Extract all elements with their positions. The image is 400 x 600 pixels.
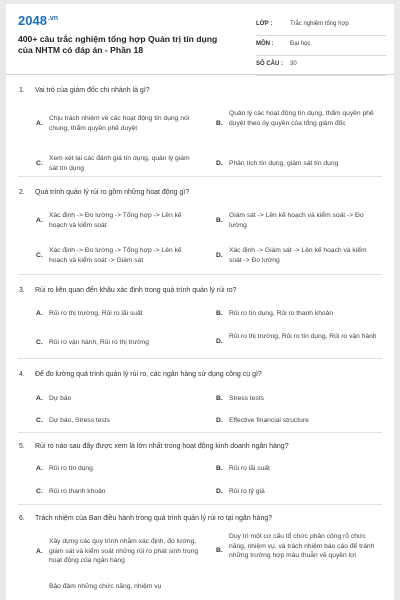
- page-title: 400+ câu trắc nghiệm tổng hợp Quản trị tín dụng của NHTM có đáp án - Phần 18: [18, 34, 218, 55]
- meta-key: MÔN :: [256, 41, 274, 47]
- question-text: 5. Rủi ro nào sau đây được xem là lớn nhất trong hoạt động kinh doanh ngân hàng?: [19, 443, 289, 450]
- divider: [18, 504, 382, 505]
- meta-key: SỐ CÂU :: [256, 61, 283, 67]
- question-text: 4. Để đo lường quá trình quản lý rủi ro, các ngân hàng sử dụng công cụ gì?: [19, 371, 262, 378]
- document-page: $2048^{.vn}$ 400+ câu trắc nghiệm tổng hợp Quản trị tín dụng của NHTM có đáp án - Phần 18 LỚP : Trắc nghiệm tổng hợp MÔN : Đại học SỐ CÂU : 30 1. Vai trò của giám đốc chi nhánh là gì? A. Chịu trách nhiệm về các hoạt động tín dụng nói chung, thẩm quyền phê duyệt B. Quản lý các hoạt động tín dụng, thẩm quyền phê duyệt theo ủy quyền của tổng giám đốc C. Xem xét lại các đánh giá tín dụng, quản lý giám sát tín dụng D. Phân tích tín dụng, giám sát tín dụng 2. Quá trình quản lý rủi ro gồm những hoạt động gì? A. Xác định -> Đo lường -> Tổng hợp -> Lên kế hoạch và kiểm soát B. Giám sát -> Lên kế hoạch và kiểm soát -> Đo lường C. Xác định -> Đo lường -> Tổng hợp -> Lên kế hoạch và kiểm soát -> Giám sát D. Xác định -> Giám sát -> Lên kế hoạch và kiểm soát -> Đo lường 3. Rủi ro liên quan đến khâu xác định trong quá trình quản lý rủi ro? A. Rủi ro thị trường, Rủi ro lãi suất B. Rủi ro tín dụng, Rủi ro thanh khoản C. Rủi ro vận hành, Rủi ro thị trường D. Rủi ro thị trường, Rủi ro tín dụng, Rủi ro vận hành 4. Để đo lường quá trình quản lý rủi ro, các ngân hàng sử dụng công cụ gì? A. Dự báo B. Stress tests C. Dự báo, Stress tests D. Effective financial structure 5. Rủi ro nào sau đây được xem là lớn nhất trong hoạt động kinh doanh ngân hàng? A. Rủi ro tín dụng B. Rủi ro lãi suất C. Rủi ro thanh khoản D. Rủi ro tỷ giá 6. Trách nhiệm của Ban điều hành trong quá trình quản lý rủi ro tại ngân hàng? A. Xây dựng các quy trình nhằm xác định, đo lường, giám sát và kiểm soát những rủi ro phát sinh trong hoạt động của ngân hàng B. Duy trì một cơ cấu tổ chức phân công rõ chức năng, nhiệm vụ, và trách nhiệm báo cáo để tránh những trường hợp mâu thuẫn về quyền lợi Bảo đảm những chức năng, nhiệm vụ: [6, 4, 394, 600]
- meta-value: 30: [290, 61, 297, 67]
- meta-row-class: [256, 16, 386, 36]
- question-text: 6. Trách nhiệm của Ban điều hành trong quá trình quản lý rủi ro tại ngân hàng?: [19, 515, 273, 522]
- question-text: 3. Rủi ro liên quan đến khâu xác định trong quá trình quản lý rủi ro?: [19, 287, 237, 294]
- meta-value: Trắc nghiệm tổng hợp: [290, 21, 349, 27]
- site-logo[interactable]: $2048^{.vn}$: [18, 13, 59, 28]
- divider: [18, 358, 382, 359]
- meta-row-subject: [256, 36, 386, 56]
- divider: [18, 274, 382, 275]
- divider: [18, 176, 382, 177]
- question-text: 1. Vai trò của giám đốc chi nhánh là gì?: [19, 87, 150, 94]
- meta-table: [256, 16, 386, 76]
- divider: [18, 432, 382, 433]
- meta-value: Đại học: [290, 41, 311, 47]
- page-header: [6, 4, 394, 75]
- meta-key: LỚP :: [256, 21, 273, 27]
- question-text: 2. Quá trình quản lý rủi ro gồm những hoạt động gì?: [19, 189, 190, 196]
- meta-row-count: [256, 56, 386, 76]
